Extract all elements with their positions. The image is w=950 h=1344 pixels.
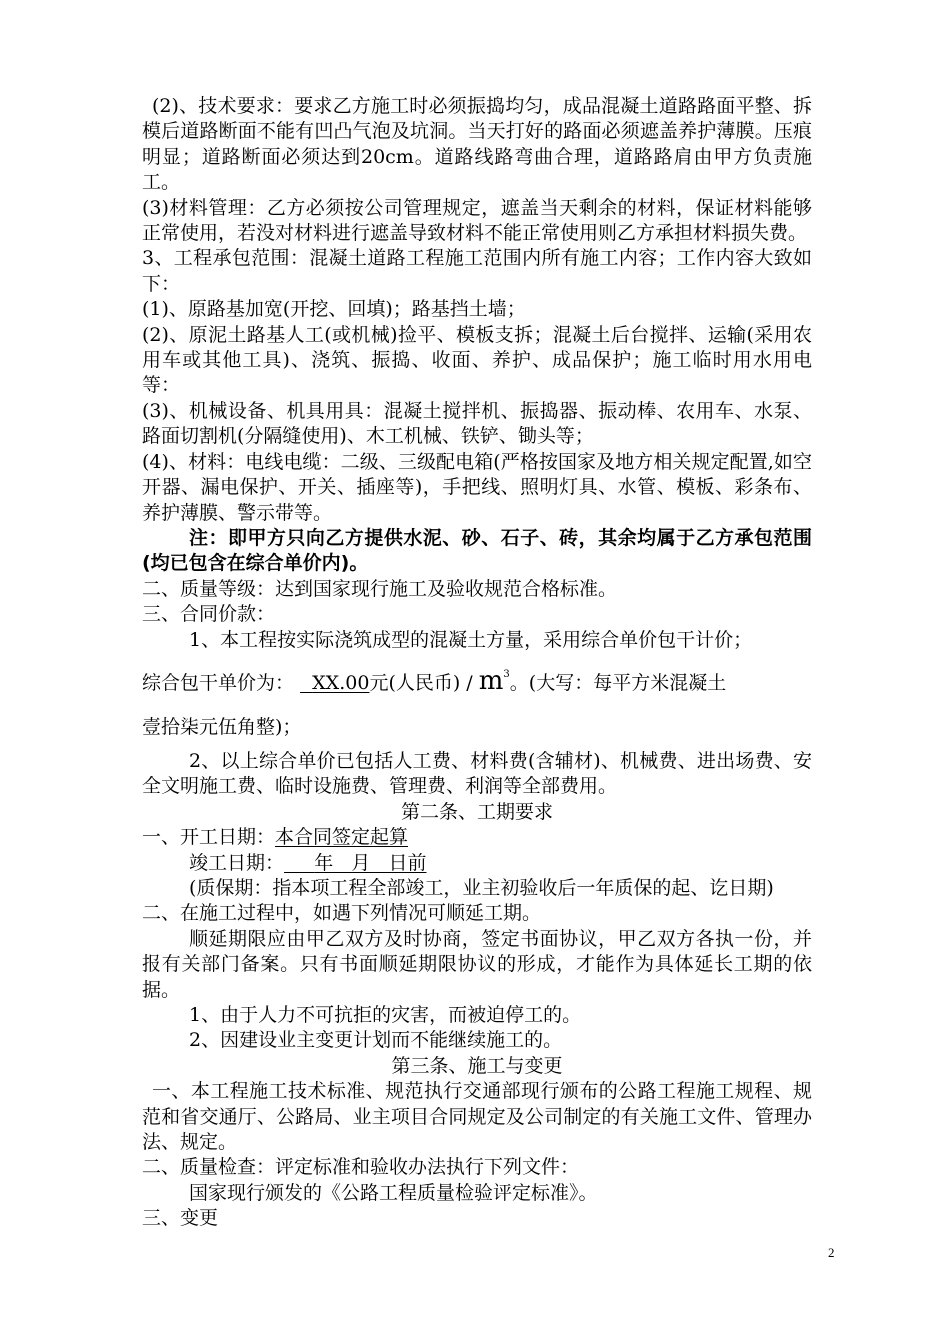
unit-price-value: XX.00 — [312, 671, 370, 694]
quality-check-document: 国家现行颁发的《公路工程质量检验评定标准》。 — [189, 1181, 598, 1204]
unit-price-line — [142, 653, 812, 705]
document-body — [142, 94, 812, 1232]
warranty-note: (质保期：指本项工程全部竣工，业主初验收后一年质保的起、讫日期) — [189, 876, 774, 899]
unit-price-label: 综合包干单价为： — [142, 671, 295, 694]
cubic-superscript: 3 — [503, 668, 510, 680]
end-date-label: 竣工日期： — [189, 851, 285, 874]
extension-heading: 二、在施工过程中，如遇下列情况可顺延工期。 — [142, 902, 542, 925]
price-clause-2: 2、以上综合单价已包括人工费、材料费(含辅材)、机械费、进出场费、安全文明施工费、临时设施费、管理费、利润等全部费用。 — [142, 749, 812, 798]
article-3-title: 第三条、施工与变更 — [391, 1054, 563, 1077]
unit-price-words: 壹拾柒元伍角整)； — [142, 715, 302, 738]
extension-item-1: 1、由于人力不可抗拒的灾害，而被迫停工的。 — [189, 1004, 582, 1026]
technical-standards: 一、本工程施工技术标准、规范执行交通部现行颁布的公路工程施工规程、规范和省交通厅、公路局、业主项目合同规定及公司制定的有关施工文件、管理办法、规定。 — [142, 1080, 812, 1154]
quality-check-heading: 二、质量检查：评定标准和验收办法执行下列文件： — [142, 1156, 580, 1179]
tech-requirements: (2)、技术要求：要求乙方施工时必须振捣均匀，成品混凝土道路路面平整、拆模后道路断面不能有凹凸气泡及坑洞。当天打好的路面必须遮盖养护薄膜。压痕明显；道路断面必须达到20cm。道路线路弯曲合理，道路路肩由甲方负责施工。 — [142, 95, 812, 194]
start-date-label: 一、开工日期： — [142, 826, 276, 849]
contract-price-heading: 三、合同价款： — [142, 603, 276, 626]
start-date-line — [142, 825, 812, 850]
change-heading: 三、变更 — [142, 1207, 219, 1230]
start-date-value: 本合同签定起算 — [275, 826, 409, 849]
scope-item-1: (1)、原路基加宽(开挖、回填)；路基挡土墙； — [142, 298, 526, 321]
unit-price-words-prefix: 。(大写：每平方米混凝土 — [509, 671, 727, 694]
price-clause-1: 1、本工程按实际浇筑成型的混凝土方量，采用综合单价包干计价； — [189, 628, 753, 651]
scope-item-4: (4)、材料：电线电缆：二级、三级配电箱(严格按国家及地方相关规定配置,如空开器、漏电保护、开关、插座等)，手把线、照明灯具、水管、模板、彩条布、养护薄膜、警示带等。 — [142, 450, 812, 524]
scope-item-2: (2)、原泥土路基人工(或机械)捡平、模板支拆；混凝土后台搅拌、运输(采用农用车或其他工具)、浇筑、振捣、收面、养护、成品保护；施工临时用水用电等： — [142, 323, 812, 397]
quality-grade: 二、质量等级：达到国家现行施工及验收规范合格标准。 — [142, 577, 618, 600]
material-management: (3)材料管理：乙方必须按公司管理规定，遮盖当天剩余的材料，保证材料能够正常使用，若没对材料进行遮盖导致材料不能正常使用则乙方承担材料损失费。 — [142, 196, 812, 245]
scope-item-3: (3)、机械设备、机具用具：混凝土搅拌机、振捣器、振动棒、农用车、水泵、路面切割机(分隔缝使用)、木工机械、铁铲、锄头等； — [142, 399, 812, 448]
unit-price-unit: 元(人民币) / — [369, 671, 479, 694]
end-date-line — [142, 851, 812, 876]
scope-heading: 3、工程承包范围：混凝土道路工程施工范围内所有施工内容；工作内容大致如下： — [142, 247, 812, 295]
cubic-meter-symbol: m — [478, 665, 504, 696]
page-number: 2 — [828, 1245, 835, 1260]
extension-body: 顺延期限应由甲乙双方及时协商，签定书面协议，甲乙双方各执一份，并报有关部门备案。只有书面顺延期限协议的形成，才能作为具体延长工期的依据。 — [142, 927, 812, 1001]
supply-note: 注：即甲方只向乙方提供水泥、砂、石子、砖，其余均属于乙方承包范围(均已包含在综合单价内)。 — [142, 526, 812, 575]
extension-item-2: 2、因建设业主变更计划而不能继续施工的。 — [189, 1029, 563, 1052]
end-date-value: 年 月 日前 — [314, 851, 427, 874]
article-2-title: 第二条、工期要求 — [400, 800, 553, 823]
